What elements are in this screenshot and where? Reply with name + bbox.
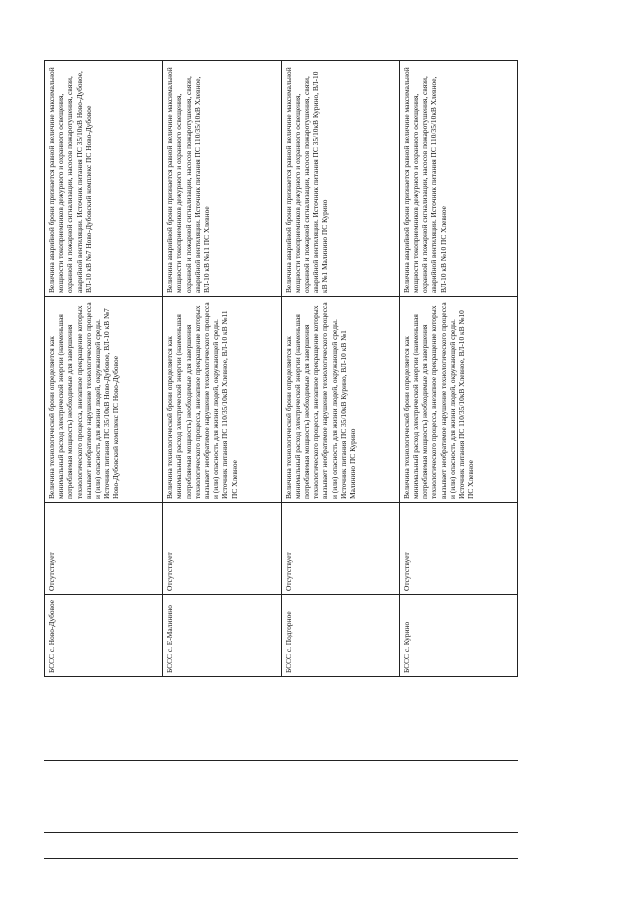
status-cell: Отсутствует: [399, 503, 517, 595]
table-row: [281, 61, 399, 677]
emergency-reserve-cell: Величина аварийной брони признается равной величине максимальной мощности токоприемников дежурного и охранного освещения, охранной и пожарной сигнализации, насосов пожаротушения, связи, аварийной вентиляции. Источник питания ПС 35/10кВ Ново-Дубовое, ВЛ-10 кВ №7 Ново-Дубовский комплекс ПС Ново-Дубовое: [45, 61, 163, 297]
status-cell: Отсутствует: [281, 503, 399, 595]
tech-reserve-cell: Величина технологической брони определяется как минимальный расход электрической энергии (наименьшая потребляемая мощность) необходимые для завершения технологического процесса, внезапное прекращение которых вызывает необратимое нарушение технологического процесса и (или) опасность для жизни людей, окружающей среды. Источник питания ПС 110/35/10кВ Хлевное, ВЛ-10 кВ №10 ПС Хлевное: [399, 297, 517, 503]
table-row: [45, 61, 163, 677]
object-name-cell: БССС с. Ново-Дубовое: [45, 595, 163, 677]
object-name-cell: БССС с. Курино: [399, 595, 517, 677]
status-cell: Отсутствует: [163, 503, 281, 595]
emergency-reserve-cell: Величина аварийной брони признается равной величине максимальной мощности токоприемников дежурного и охранного освещения, охранной и пожарной сигнализации, насосов пожаротушения, связи, аварийной вентиляции. Источник питания ПС 110/35/10кВ Хлевное, ВЛ-10 кВ №10 ПС Хлевное: [399, 61, 517, 297]
table-row: [399, 61, 517, 677]
tech-reserve-cell: Величина технологической брони определяется как минимальный расход электрической энергии (наименьшая потребляемая мощность) необходимые для завершения технологического процесса, внезапное прекращение которых вызывает необратимое нарушение технологического процесса и (или) опасность для жизни людей, окружающей среды. Источник питания ПС 35/10кВ Курино, ВЛ-10 кВ №1 Малинино ПС Курино: [281, 297, 399, 503]
emergency-reserve-cell: Величина аварийной брони признается равной величине максимальной мощности токоприемников дежурного и охранного освещения, охранной и пожарной сигнализации, насосов пожаротушения, связи, аварийной вентиляции. Источник питания ПС 35/10кВ Курино, ВЛ-10 кВ №1 Малинино ПС Курино: [281, 61, 399, 297]
table-row: [163, 61, 281, 677]
emergency-reserve-cell: Величина аварийной брони признается равной величине максимальной мощности токоприемников дежурного и охранного освещения, охранной и пожарной сигнализации, насосов пожаротушения, связи, аварийной вентиляции. Источник питания ПС 110/35/10кВ Хлевное, ВЛ-10 кВ №11 ПС Хлевное: [163, 61, 281, 297]
horizontal-rule: [44, 832, 518, 833]
tech-reserve-cell: Величина технологической брони определяется как минимальный расход электрической энергии (наименьшая потребляемая мощность) необходимые для завершения технологического процесса, внезапное прекращение которых вызывает необратимое нарушение технологического процесса и (или) опасность для жизни людей, окружающей среды. Источник питания ПС 35/10кВ Ново-Дубовое, ВЛ-10 кВ №7 Ново-Дубовский комплекс ПС Ново-Дубовое: [45, 297, 163, 503]
power-reserve-table: [44, 60, 518, 677]
rotated-table-page: [44, 61, 518, 677]
horizontal-rule: [44, 858, 518, 859]
tech-reserve-cell: Величина технологической брони определяется как минимальный расход электрической энергии (наименьшая потребляемая мощность) необходимые для завершения технологического процесса, внезапное прекращение которых вызывает необратимое нарушение технологического процесса и (или) опасность для жизни людей, окружающей среды. Источник питания ПС 110/35/10кВ Хлевное, ВЛ-10 кВ №11 ПС Хлевное: [163, 297, 281, 503]
status-cell: Отсутствует: [45, 503, 163, 595]
horizontal-rule: [44, 760, 518, 761]
object-name-cell: БССС с. Подгорное: [281, 595, 399, 677]
object-name-cell: БССС с. Е-Малинино: [163, 595, 281, 677]
